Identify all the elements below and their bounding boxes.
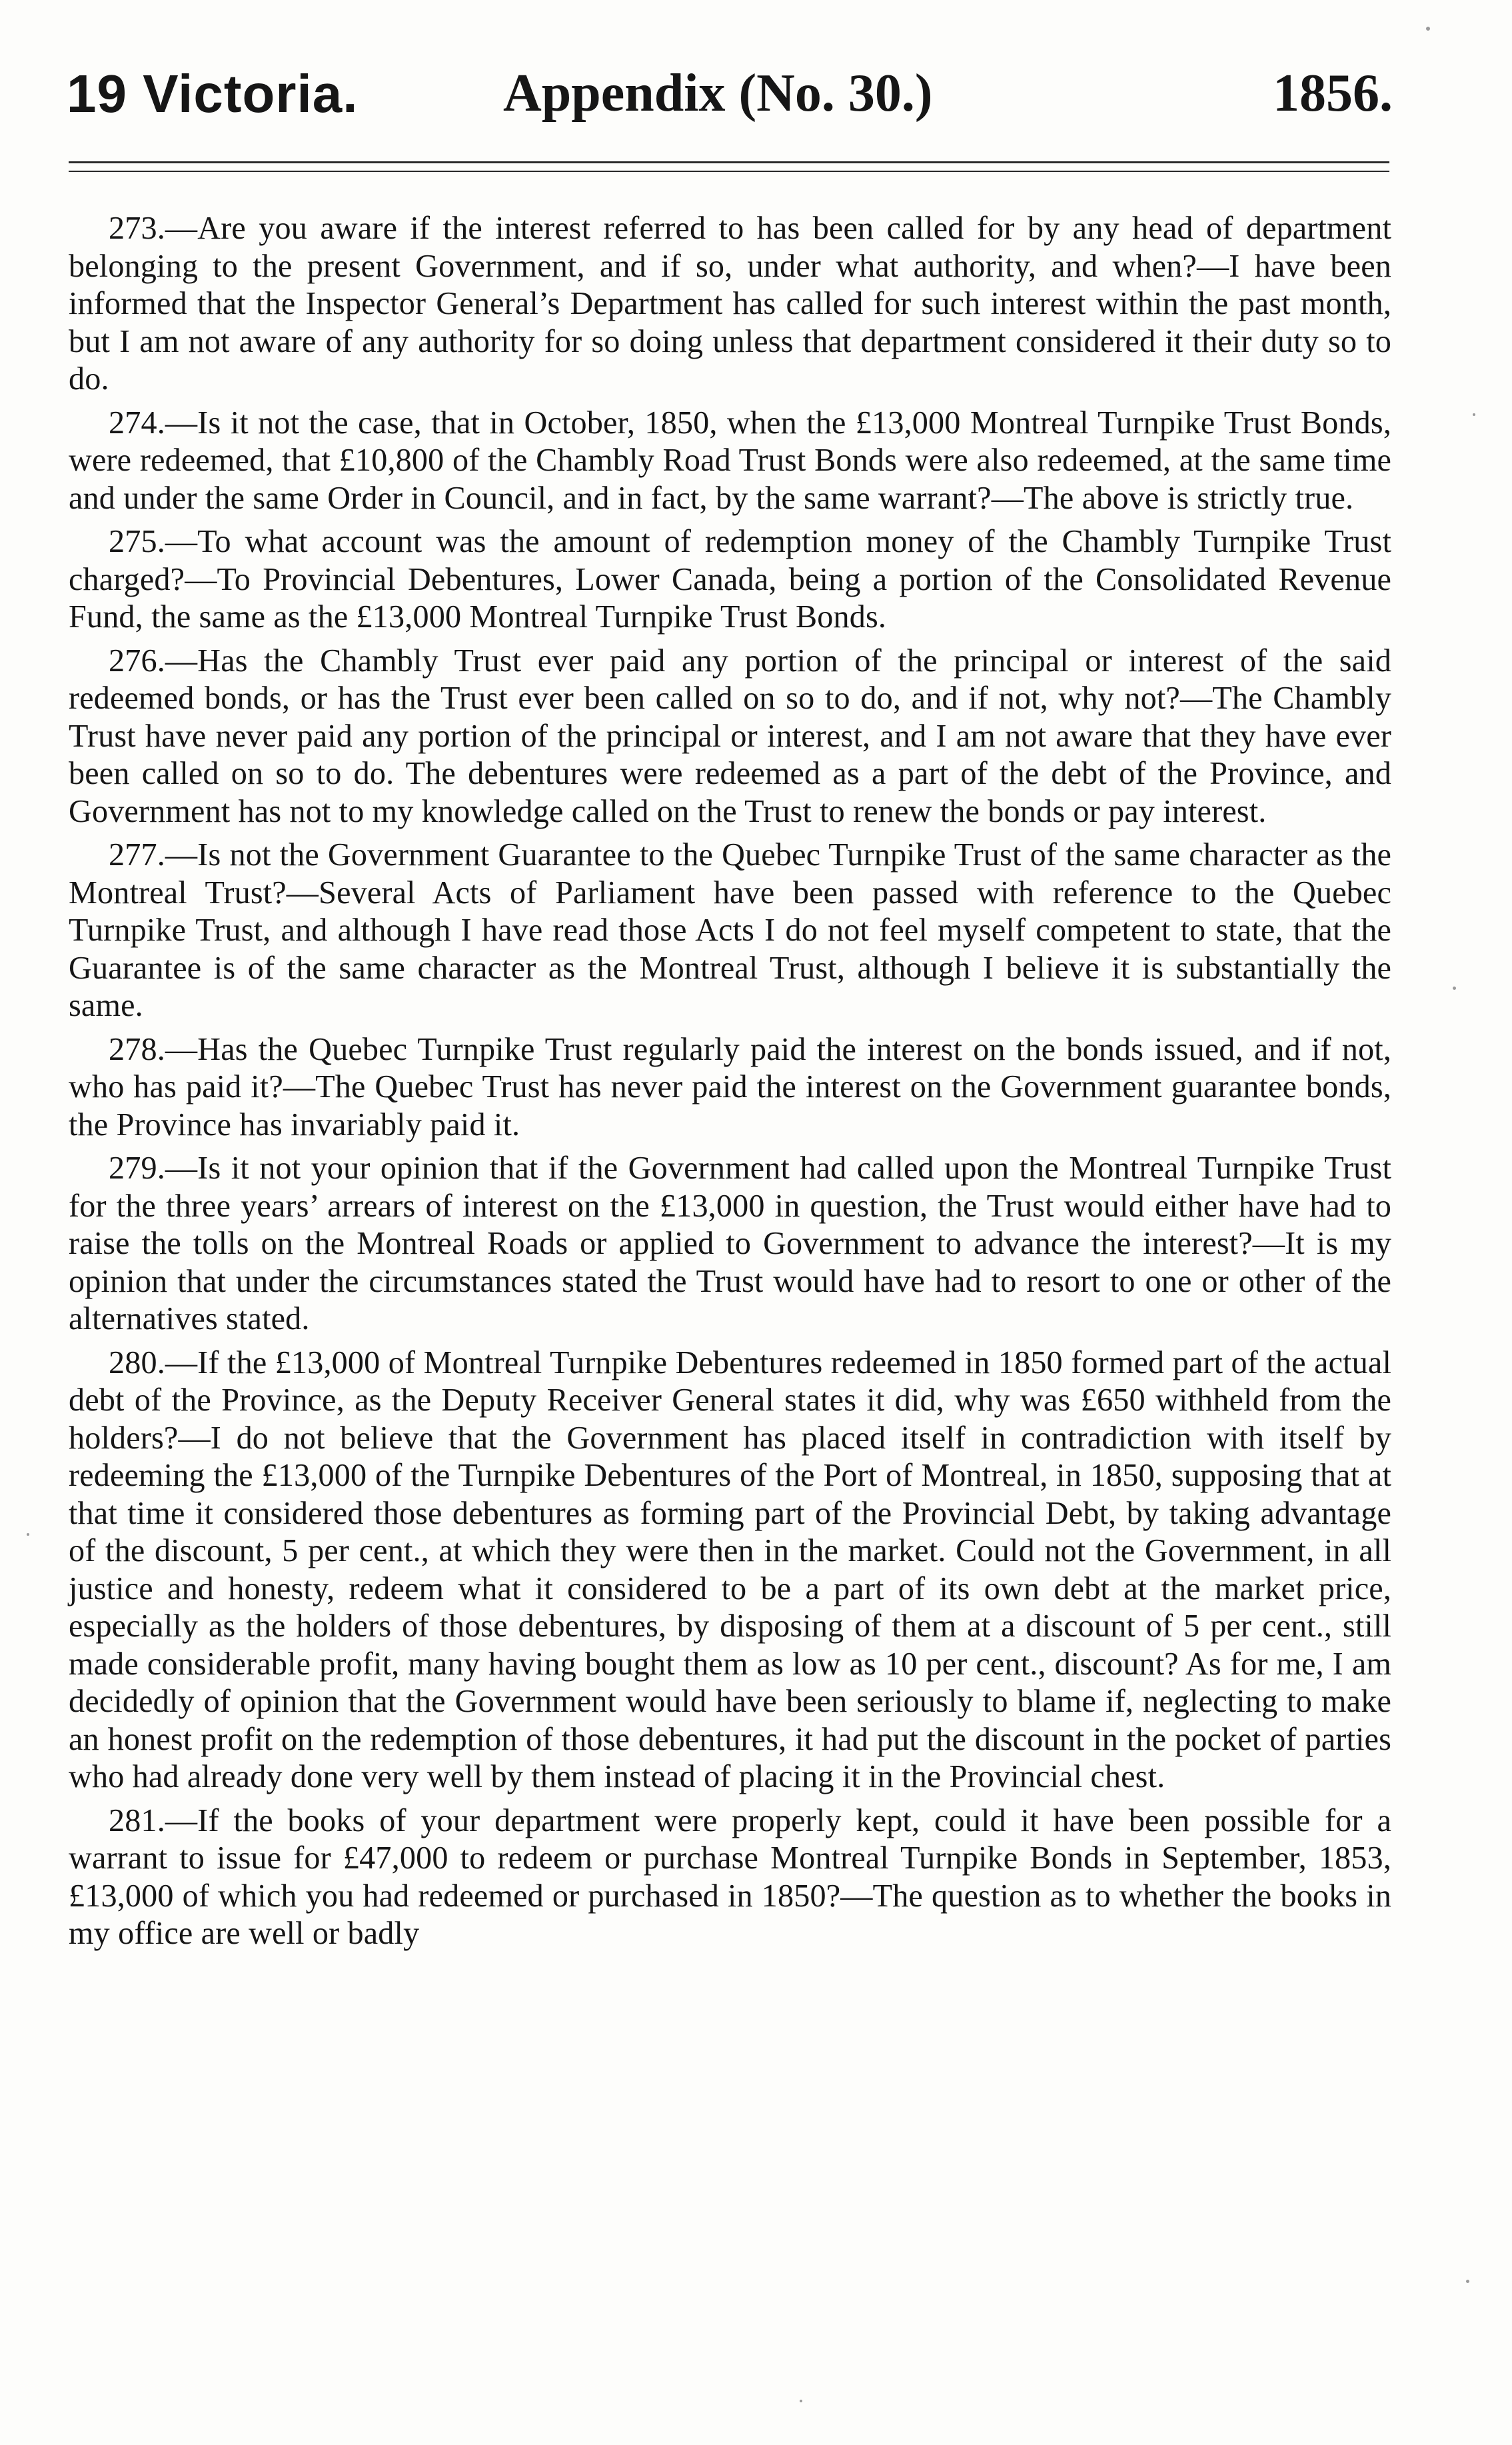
paragraph-278: 278.—Has the Quebec Turnpike Trust regularly paid the interest on the bonds issued, and if not, who has paid it?—The Quebec Trust has never paid the interest on the Government guarantee bonds, the Province has invariably paid it. [69,1031,1391,1143]
paragraph-274: 274.—Is it not the case, that in October, 1850, when the £13,000 Montreal Turnpike Trust Bonds, were redeemed, that £10,800 of the Chambly Road Trust Bonds were also redeemed, at the same time and under the same Order in Council, and in fact, by the same warrant?—The above is strictly true. [69,405,1391,516]
scan-speck [1453,987,1456,990]
testimony-body [69,210,1391,1959]
scan-speck [1426,27,1430,31]
paragraph-281: 281.—If the books of your department were properly kept, could it have been possible for a warrant to issue for £47,000 to redeem or purchase Montreal Turnpike Bonds in September, 1853, £13,000 of which you had redeemed or purchased in 1850?—The question as to whether the books in my office are well or badly [69,1802,1391,1951]
scan-speck [27,1533,29,1536]
paragraph-276: 276.—Has the Chambly Trust ever paid any portion of the principal or interest of the said redeemed bonds, or has the Trust ever been called on so to do, and if not, why not?—The Chambly Trust have never paid any portion of the principal or interest, and I am not aware that they have ever been called on so to do. The debentures were redeemed as a part of the debt of the Province, and Government has not to my knowledge called on the Trust to renew the bonds or pay interest. [69,643,1391,829]
scan-speck [800,2400,802,2402]
paragraph-280: 280.—If the £13,000 of Montreal Turnpike Debentures redeemed in 1850 formed part of the actual debt of the Province, as the Deputy Receiver General states it did, why was £650 withheld from the holders?—I do not believe that the Government has placed itself in contradiction with itself by redeeming the £13,000 of the Turnpike Debentures of the Port of Montreal, in 1850, supposing that at that time it considered those debentures as forming part of the Provincial Debt, by taking advantage of the discount, 5 per cent., at which they were then in the market. Could not the Government, in all justice and honesty, redeem what it considered to be a part of its own debt at the market price, especially as the holders of those debentures, by disposing of them at a discount of 5 per cent., still made considerable profit, many having bought them as low as 10 per cent., discount? As for me, I am decidedly of opinion that the Government would have been seriously to blame if, neglecting to make an honest profit on the redemption of those debentures, it had put the discount in the pocket of parties who had already done very well by them instead of placing it in the Provincial chest. [69,1344,1391,1794]
header-rule-bottom [69,171,1389,172]
paragraph-273: 273.—Are you aware if the interest referred to has been called for by any head of department belonging to the present Government, and if so, under what authority, and when?—I have been informed that the Inspector General’s Department has called for such interest within the past month, but I am not aware of any authority for so doing unless that department considered it their duty so to do. [69,211,1391,397]
header-year: 1856. [1273,64,1393,123]
scan-speck [1473,413,1475,416]
paragraph-277: 277.—Is not the Government Guarantee to the Quebec Turnpike Trust of the same character as the Montreal Trust?—Several Acts of Parliament have been passed with reference to the Quebec Turnpike Trust, and although I have read those Acts I do not feel myself competent to state, that the Guarantee is of the same character as the Montreal Trust, although I believe it is substantially the same. [69,837,1391,1023]
header-session: 19 Victoria. [67,64,359,123]
header-appendix: Appendix (No. 30.) [503,64,933,123]
paragraph-275: 275.—To what account was the amount of redemption money of the Chambly Turnpike Trust charged?—To Provincial Debentures, Lower Canada, being a portion of the Consolidated Revenue Fund, the same as the £13,000 Montreal Turnpike Trust Bonds. [69,524,1391,635]
paragraph-279: 279.—Is it not your opinion that if the Government had called upon the Montreal Turnpike Trust for the three years’ arrears of interest on the £13,000 in question, the Trust would either have had to raise the tolls on the Montreal Roads or applied to Government to advance the interest?—It is my opinion that under the circumstances stated the Trust would have had to resort to one or other of the alternatives stated. [69,1151,1391,1336]
page-header [67,63,1393,137]
header-rule-top [69,161,1389,163]
scan-speck [1466,2280,1469,2283]
